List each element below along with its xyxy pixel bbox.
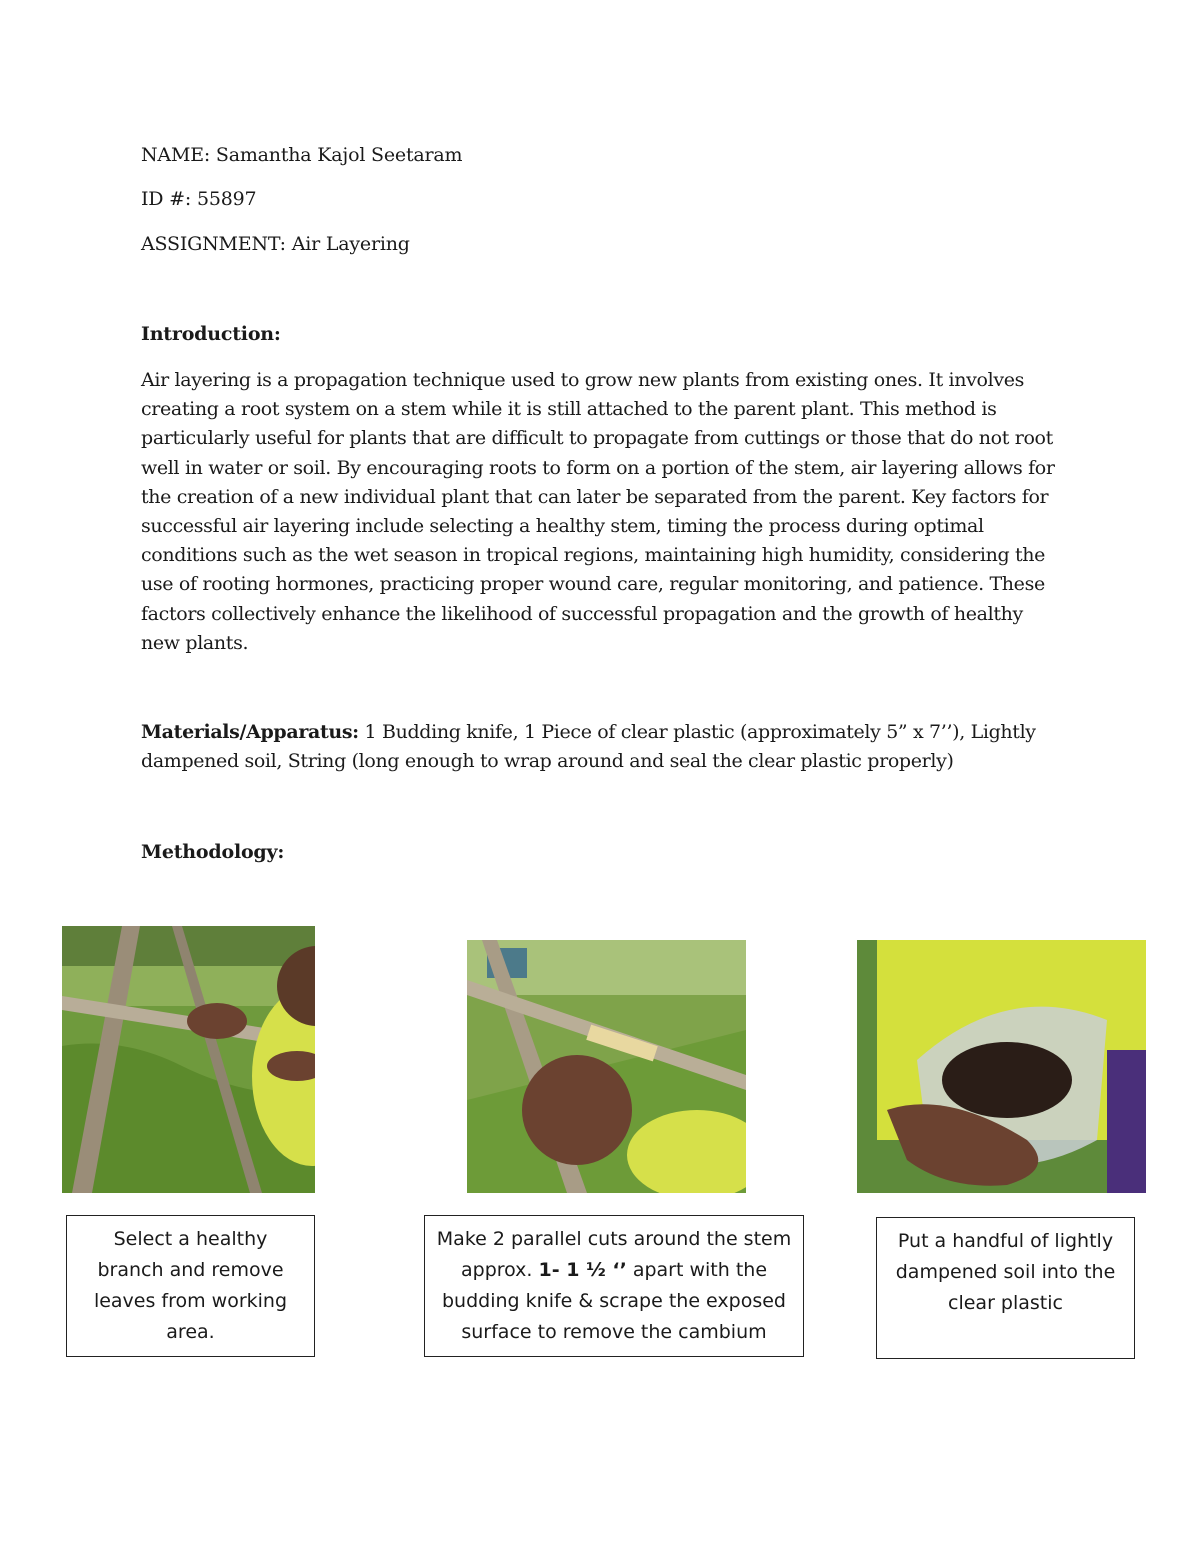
step-2-photo [467, 940, 746, 1193]
step-2-caption-end: apart with the budding knife & scrape the exposed surface to remove the cambium [442, 1259, 786, 1343]
step-2-caption [434, 1224, 794, 1348]
introduction-heading: Introduction: [141, 323, 281, 345]
materials-paragraph [141, 718, 1066, 776]
step-3-caption: Put a handful of lightly dampened soil into the clear plastic [895, 1230, 1116, 1314]
materials-body: 1 Budding knife, 1 Piece of clear plastic (approximately 5” x 7’’), Lightly dampened soil, String (long enough to wrap around and seal the clear plastic properly) [141, 721, 1036, 773]
step-2-caption-start: Make 2 parallel cuts around the stem approx. [436, 1228, 792, 1281]
student-id: ID #: 55897 [141, 188, 257, 210]
step-1-caption-box [66, 1215, 315, 1357]
student-name: NAME: Samantha Kajol Seetaram [141, 144, 463, 166]
step-2-caption-measure: 1- 1 ½ ‘’ [538, 1259, 627, 1281]
assignment-title: ASSIGNMENT: Air Layering [141, 233, 410, 255]
methodology-heading: Methodology: [141, 841, 285, 863]
step-1-caption: Select a healthy branch and remove leaves from working area. [93, 1228, 288, 1343]
step-3-photo [857, 940, 1146, 1193]
introduction-body: Air layering is a propagation technique used to grow new plants from existing ones. It involves creating a root system on a stem while it is still attached to the parent plant. This method is particularly useful for plants that are difficult to propagate from cuttings or those that do not root well in water or soil. By encouraging roots to form on a portion of the stem, air layering allows for the creation of a new individual plant that can later be separated from the parent. Key factors for successful air layering include selecting a healthy stem, timing the process during optimal conditions such as the wet season in tropical regions, maintaining high humidity, considering the use of rooting hormones, practicing proper wound care, regular monitoring, and patience. These factors collectively enhance the likelihood of successful propagation and the growth of healthy new plants. [141, 369, 1055, 654]
step-3-caption-box [876, 1217, 1135, 1359]
materials-label: Materials/Apparatus: [141, 721, 359, 743]
step-1-photo [62, 926, 315, 1193]
step-2-caption-box [424, 1215, 804, 1357]
